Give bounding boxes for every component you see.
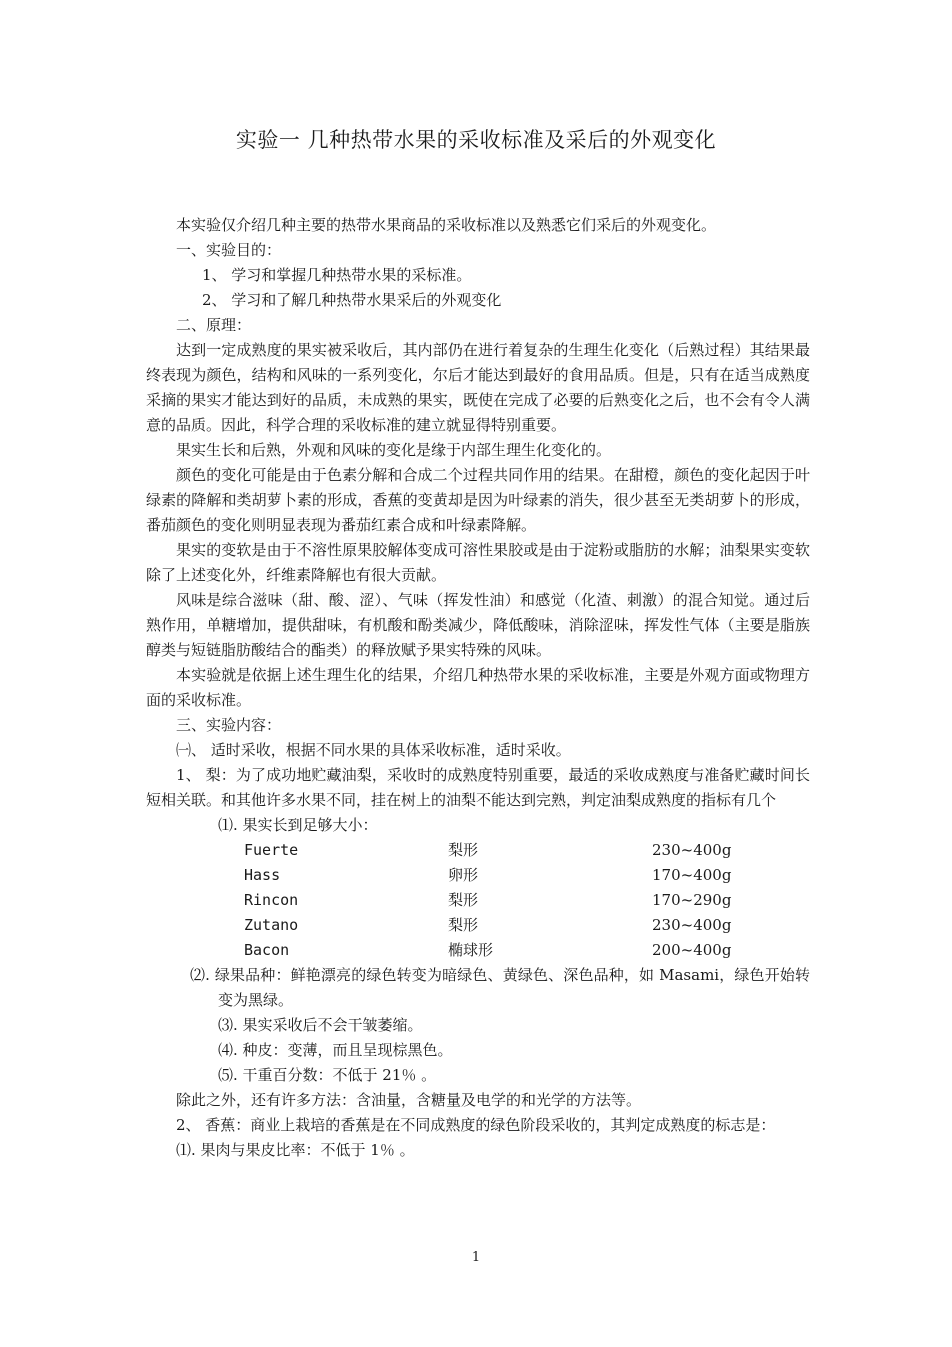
- principle-paragraph: 本实验就是依据上述生理生化的结果，介绍几种热带水果的采收标准，主要是外观方面或物理方面的采收标准。: [146, 666, 810, 709]
- criterion-item: ⑵. 绿果品种：鲜艳漂亮的绿色转变为暗绿色、黄绿色、深色品种，如 Masami，绿色开始转变为黑绿。: [190, 966, 810, 1009]
- principle-paragraph: 颜色的变化可能是由于色素分解和合成二个过程共同作用的结果。在甜橙，颜色的变化起因于叶绿素的降解和类胡萝卜素的形成，香蕉的变黄却是因为叶绿素的消失，很少甚至无类胡萝卜的形成，番茄颜色的变化则明显表现为番茄红素合成和叶绿素降解。: [146, 466, 810, 534]
- subsection-heading: ㈠、 适时采收，根据不同水果的具体采收标准，适时采收。: [176, 741, 571, 759]
- criterion-item: ⑷. 种皮：变薄，而且呈现棕黑色。: [218, 1041, 453, 1059]
- table-row: [244, 863, 772, 888]
- variety-name: Hass: [244, 866, 281, 884]
- variety-shape: 卵形: [448, 866, 479, 884]
- variety-shape: 梨形: [448, 891, 479, 909]
- criterion-item: ⑸. 干重百分数：不低于 21％ 。: [218, 1066, 437, 1084]
- variety-shape: 椭球形: [448, 941, 494, 959]
- variety-shape: 梨形: [448, 841, 479, 859]
- variety-weight: 170~400g: [652, 866, 732, 884]
- principle-paragraph: 果实的变软是由于不溶性原果胶解体变成可溶性果胶或是由于淀粉或脂肪的水解；油梨果实变软除了上述变化外，纤维素降解也有很大贡献。: [146, 541, 810, 584]
- variety-name: Fuerte: [244, 841, 299, 859]
- section2-heading: 二、原理：: [176, 316, 252, 334]
- avocado-paragraph: 1、 梨：为了成功地贮藏油梨，采收时的成熟度特别重要，最适的采收成熟度与准备贮藏时间长短相关联。和其他许多水果不同，挂在树上的油梨不能达到完熟，判定油梨成熟度的指标有几个: [146, 766, 810, 809]
- page-number: 1: [471, 1250, 481, 1265]
- table-row: [244, 888, 772, 913]
- variety-weight: 200~400g: [652, 941, 732, 959]
- variety-weight: 230~400g: [652, 841, 732, 859]
- variety-shape: 梨形: [448, 916, 479, 934]
- intro-paragraph: 本实验仅介绍几种主要的热带水果商品的采收标准以及熟悉它们采后的外观变化。: [176, 216, 717, 234]
- banana-paragraph: 2、 香蕉：商业上栽培的香蕉是在不同成熟度的绿色阶段采收的，其判定成熟度的标志是：: [176, 1116, 776, 1134]
- principle-paragraph: 达到一定成熟度的果实被采收后，其内部仍在进行着复杂的生理生化变化（后熟过程）其结果最终表现为颜色，结构和风味的一系列变化，尔后才能达到最好的食用品质。但是，只有在适当成熟度采摘的果实才能达到好的品质，未成熟的果实，既使在完成了必要的后熟变化之后，也不会有令人满意的品质。因此，科学合理的采收标准的建立就显得特别重要。: [146, 341, 810, 434]
- variety-table: [244, 838, 772, 963]
- principle-paragraph: 风味是综合滋味（甜、酸、涩）、气味（挥发性油）和感觉（化渣、刺激）的混合知觉。通过后熟作用，单糖增加，提供甜味，有机酸和酚类减少，降低酸味，消除涩味，挥发性气体（主要是脂族醇类与短链脂肪酸结合的酯类）的释放赋予果实特殊的风味。: [146, 591, 810, 659]
- variety-weight: 170~290g: [652, 891, 732, 909]
- page-title: 实验一 几种热带水果的采收标准及采后的外观变化: [235, 128, 717, 152]
- variety-name: Zutano: [244, 916, 299, 934]
- variety-name: Bacon: [244, 941, 290, 959]
- document-body: [146, 213, 810, 1163]
- criterion-item: ⑶. 果实采收后不会干皱萎缩。: [218, 1016, 423, 1034]
- other-methods-paragraph: 除此之外，还有许多方法：含油量，含糖量及电学的和光学的方法等。: [176, 1091, 642, 1109]
- table-row: [244, 913, 772, 938]
- variety-name: Rincon: [244, 891, 299, 909]
- section3-heading: 三、实验内容：: [176, 716, 282, 734]
- variety-weight: 230~400g: [652, 916, 732, 934]
- section1-heading: 一、实验目的：: [176, 241, 282, 259]
- objective-item: 2、 学习和了解几种热带水果采后的外观变化: [202, 291, 502, 309]
- table-row: [244, 838, 772, 863]
- table-row: [244, 938, 772, 963]
- principle-paragraph: 果实生长和后熟，外观和风味的变化是缘于内部生理生化变化的。: [176, 441, 612, 459]
- objective-item: 1、 学习和掌握几种热带水果的采标准。: [202, 266, 472, 284]
- criterion-item: ⑴. 果实长到足够大小：: [218, 816, 378, 834]
- criterion-item: ⑴. 果肉与果皮比率：不低于 1％ 。: [176, 1141, 415, 1159]
